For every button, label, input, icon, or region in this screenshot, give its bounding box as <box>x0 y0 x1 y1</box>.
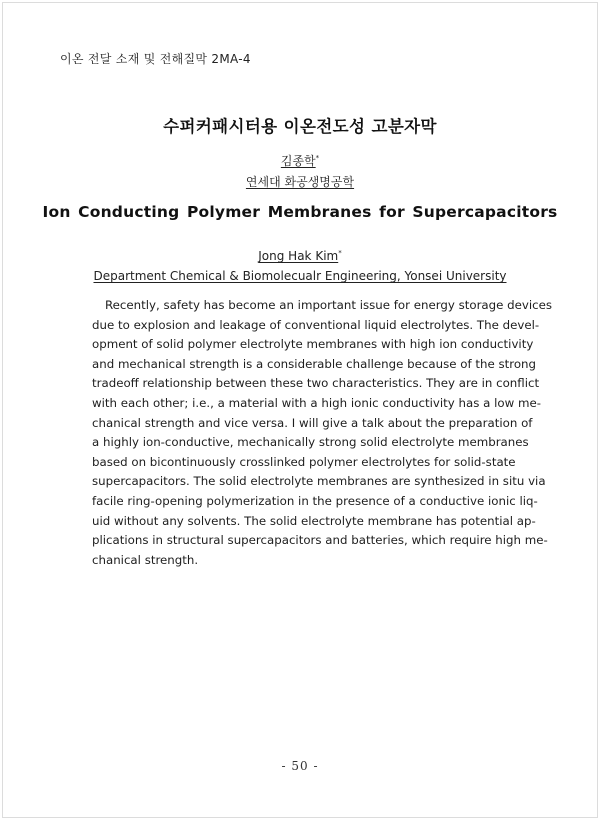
korean-affiliation: 연세대 화공생명공학 <box>245 175 355 189</box>
abstract-line: plications in structural supercapacitors and batteries, which require high me- <box>92 533 548 548</box>
korean-affiliation-line <box>0 172 600 193</box>
korean-author-name: 김종학 <box>280 154 316 168</box>
abstract-line: tradeoff relationship between these two characteristics. They are in conflict <box>92 376 540 391</box>
abstract-line: with each other; i.e., a material with a high ionic conductivity has a low me- <box>92 395 541 410</box>
page-number: - 50 - <box>281 759 319 773</box>
abstract-line: based on bicontinuously crosslinked polymer electrolytes for solid-state <box>92 454 516 469</box>
english-author-name: Jong Hak Kim <box>258 249 339 263</box>
korean-author-line <box>0 151 600 172</box>
korean-author-block <box>0 151 600 193</box>
english-affiliation-line <box>0 266 600 286</box>
korean-author-mark: * <box>315 154 320 162</box>
abstract-line: due to explosion and leakage of conventional liquid electrolytes. The devel- <box>92 317 540 332</box>
english-author-line <box>0 246 600 266</box>
abstract-line: supercapacitors. The solid electrolyte membranes are synthesized in situ via <box>92 474 546 489</box>
korean-title: 수퍼커패시터용 이온전도성 고분자막 <box>163 117 437 136</box>
abstract-line: Recently, safety has become an important issue for energy storage devices <box>105 298 553 312</box>
abstract-line: opment of solid polymer electrolyte membranes with high ion conductivity <box>92 337 534 352</box>
session-header: 이온 전달 소재 및 전해질막 2MA-4 <box>60 52 251 66</box>
abstract-line: facile ring-opening polymerization in the presence of a conductive ionic liq- <box>92 493 538 508</box>
abstract-line: and mechanical strength is a considerable challenge because of the strong <box>92 356 537 371</box>
english-title: Ion Conducting Polymer Membranes for Supercapacitors <box>42 203 558 221</box>
abstract-line: chanical strength and vice versa. I will give a talk about the preparation of <box>92 415 533 430</box>
english-author-mark: * <box>338 249 342 257</box>
abstract-body <box>92 296 553 570</box>
english-author-block <box>0 246 600 286</box>
abstract-line: chanical strength. <box>92 552 199 567</box>
abstract-line: a highly ion-conductive, mechanically strong solid electrolyte membranes <box>92 435 529 450</box>
english-affiliation: Department Chemical & Biomolecualr Engineering, Yonsei University <box>93 269 507 283</box>
abstract-line: uid without any solvents. The solid electrolyte membrane has potential ap- <box>92 513 536 528</box>
